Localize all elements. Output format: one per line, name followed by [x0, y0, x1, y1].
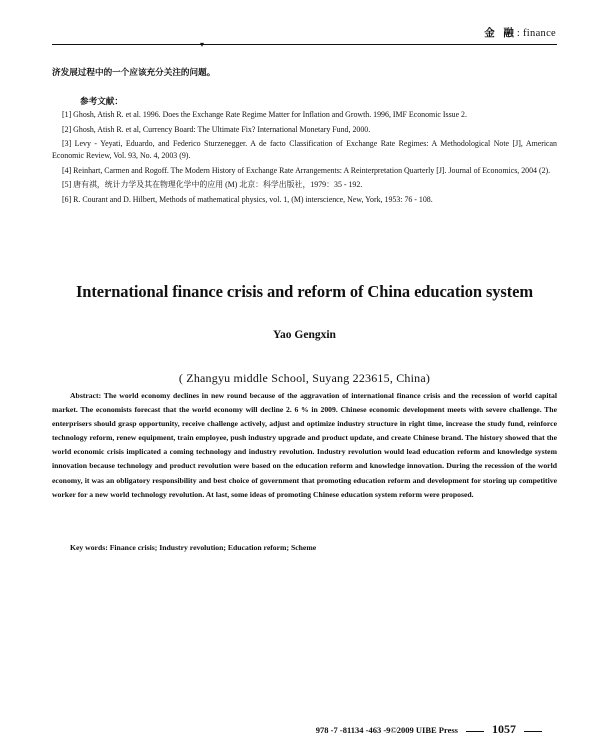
- running-head-chinese: 金 融: [484, 28, 517, 39]
- author-affiliation: ( Zhangyu middle School, Suyang 223615, China): [178, 371, 431, 385]
- footer-isbn: 978 -7 -81134 -463 -9©2009 UIBE Press: [315, 725, 458, 735]
- running-head-english: : finance: [516, 28, 556, 39]
- reference-item: [3] Levy - Yeyati, Eduardo, and Federico Sturzenegger. A de facto Classification of Exchange Rate Regimes: A Methodological Note [J], American Economic Review, Vol. 93, No. 4, 2003 (9).: [52, 139, 557, 161]
- article-author: Yao Gengxin: [273, 329, 336, 341]
- keywords: [70, 543, 316, 552]
- keywords-label: Key words:: [70, 543, 108, 552]
- abstract-text: The world economy declines in new round because of the aggravation of international finance crisis and the recession of world capital market. The economists forecast that the world economy will decline 2. 6 % in 2009. Chinese economic development meets with severe challenge. The enterprisers should grasp opportunity, receive challenge actively, adjust and optimize industry structure in right time, increase the study fund, reinforce technology reform, renew equipment, train employee, push industry upgrade and product update, and create Chinese brand. The history showed that the world economic crisis implicated a coming technology and industry revolution. Industry revolution would lead education reform and knowledge system innovation because technology and product revolution were based on the education reform and knowledge innovation. During the recession of the world economy, it was an obligatory responsibility and best choice of government that promoting education reform and development for storing up competitive worker for a new world technology revolution. At last, some ideas of promoting Chinese education system reform were proposed.: [52, 391, 557, 499]
- references-list: [52, 109, 557, 208]
- running-head: [484, 25, 556, 40]
- references-heading: 参考文献：: [80, 96, 123, 106]
- reference-item: [2] Ghosh, Atish R. et al, Currency Board: The Ultimate Fix? International Monetary Fund, 2000.: [62, 124, 371, 134]
- page-number: 1057: [492, 722, 516, 736]
- footer-dash-right: [524, 731, 542, 732]
- page-footer: [316, 722, 550, 737]
- header-rule: [52, 44, 557, 45]
- continuation-text: 济发展过程中的一个应该充分关注的问题。: [52, 67, 216, 77]
- reference-item: [1] Ghosh, Atish R. et al. 1996. Does the Exchange Rate Regime Matter for Inflation and Growth. 1996, IMF Economic Issue 2.: [62, 110, 467, 119]
- footer-dash-left: [466, 731, 484, 732]
- keywords-text: Finance crisis; Industry revolution; Education reform; Scheme: [107, 543, 317, 552]
- reference-item: [4] Reinhart, Carmen and Rogoff. The Modern History of Exchange Rate Arrangements: A Reinterpretation Quarterly [J]. Journal of Economics, 2004 (2).: [62, 165, 551, 175]
- reference-item: [6] R. Courant and D. Hilbert, Methods of mathematical physics, vol. 1, (M) interscience, New, York, 1953: 76 - 108.: [62, 194, 433, 204]
- abstract: [52, 389, 557, 502]
- header-tick-mark: ▾: [200, 40, 205, 49]
- article-title: International finance crisis and reform of China education system: [75, 282, 533, 301]
- abstract-label: Abstract:: [70, 391, 102, 400]
- reference-item: [5] 唐有祺，统计力学及其在物理化学中的应用 (M) 北京：科学出版社，1979：35 - 192.: [62, 180, 363, 190]
